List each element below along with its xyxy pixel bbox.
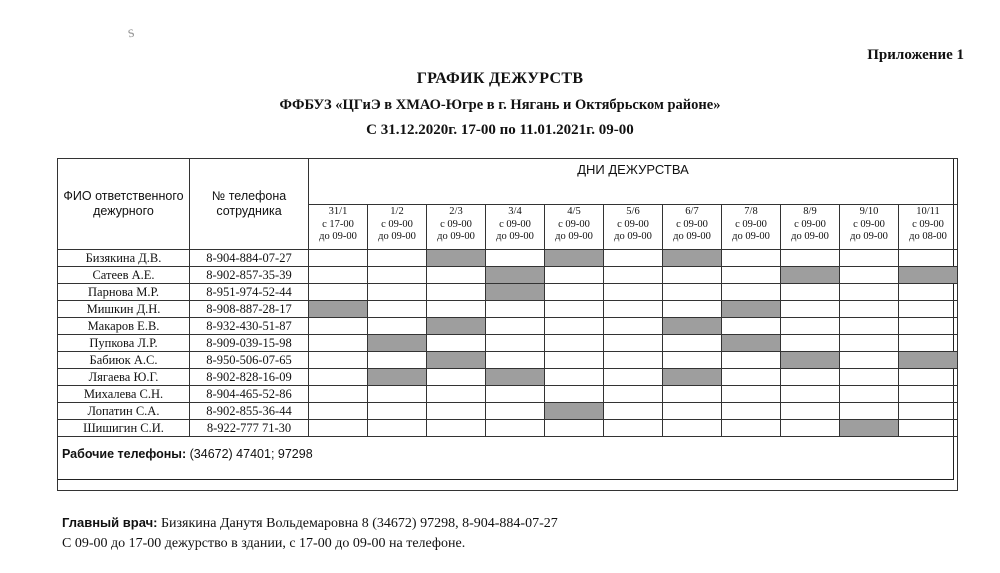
day-header-to: до 09-00 <box>378 231 416 242</box>
duty-cell <box>545 386 604 403</box>
table-row <box>58 352 958 369</box>
duty-cell <box>604 335 663 352</box>
day-header-6 <box>604 205 663 250</box>
work-phones-value: (34672) 47401; 97298 <box>189 447 313 461</box>
duty-cell-assigned <box>899 267 958 284</box>
table-row <box>58 284 958 301</box>
duty-schedule-table <box>57 158 958 491</box>
day-header-to: до 09-00 <box>850 231 888 242</box>
duty-cell <box>545 318 604 335</box>
duty-cell <box>781 420 840 437</box>
duty-cell <box>368 250 427 267</box>
day-header-from: с 09-00 <box>558 218 590 230</box>
duty-cell-assigned <box>545 250 604 267</box>
employee-phone: 8-950-506-07-65 <box>190 352 309 369</box>
duty-cell-assigned <box>722 335 781 352</box>
duty-cell <box>368 403 427 420</box>
day-header-date: 10/11 <box>916 206 940 217</box>
duty-cell <box>486 250 545 267</box>
day-header-4 <box>486 205 545 250</box>
duty-cell <box>604 352 663 369</box>
duty-cell <box>545 352 604 369</box>
duty-cell <box>427 284 486 301</box>
duty-cell-assigned <box>368 335 427 352</box>
duty-cell <box>663 352 722 369</box>
duty-cell <box>781 403 840 420</box>
duty-cell-assigned <box>663 369 722 386</box>
duty-cell <box>604 301 663 318</box>
day-header-to: до 09-00 <box>555 231 593 242</box>
duty-cell <box>781 369 840 386</box>
duty-cell <box>840 267 899 284</box>
day-header-from: с 09-00 <box>794 218 826 230</box>
duty-cell <box>899 420 958 437</box>
duty-cell <box>663 284 722 301</box>
duty-cell <box>486 352 545 369</box>
day-header-to: до 09-00 <box>614 231 652 242</box>
table-row <box>58 369 958 386</box>
column-header-fio: ФИО ответственного дежурного <box>58 159 190 250</box>
duty-cell <box>722 318 781 335</box>
chief-doctor-label: Главный врач: <box>62 515 158 530</box>
employee-phone: 8-904-884-07-27 <box>190 250 309 267</box>
duty-cell <box>899 318 958 335</box>
duty-cell <box>486 386 545 403</box>
duty-cell <box>663 267 722 284</box>
duty-cell <box>840 369 899 386</box>
employee-phone: 8-951-974-52-44 <box>190 284 309 301</box>
duty-cell-assigned <box>486 284 545 301</box>
duty-cell-assigned <box>663 318 722 335</box>
duty-cell <box>781 318 840 335</box>
duty-cell <box>899 403 958 420</box>
duty-cell <box>368 267 427 284</box>
duty-cell <box>722 250 781 267</box>
duty-cell <box>899 250 958 267</box>
day-header-from: с 09-00 <box>617 218 649 230</box>
table-row <box>58 403 958 420</box>
day-header-from: с 17-00 <box>322 218 354 230</box>
pen-mark: ѕ <box>126 23 136 42</box>
duty-cell <box>899 386 958 403</box>
day-header-date: 3/4 <box>508 206 522 217</box>
duty-cell <box>840 403 899 420</box>
duty-cell <box>545 420 604 437</box>
duty-cell <box>545 301 604 318</box>
day-header-date: 31/1 <box>328 206 348 217</box>
employee-name: Бабиюк А.С. <box>58 352 190 369</box>
day-header-from: с 09-00 <box>499 218 531 230</box>
duty-cell <box>486 301 545 318</box>
duty-cell <box>427 335 486 352</box>
duty-cell-assigned <box>309 301 368 318</box>
employee-phone: 8-909-039-15-98 <box>190 335 309 352</box>
appendix-label: Приложение 1 <box>867 47 964 63</box>
duty-cell <box>604 369 663 386</box>
day-header-date: 5/6 <box>626 206 640 217</box>
duty-cell <box>840 386 899 403</box>
employee-name: Пупкова Л.Р. <box>58 335 190 352</box>
duty-cell <box>604 284 663 301</box>
day-header-2 <box>368 205 427 250</box>
duty-note: С 09-00 до 17-00 дежурство в здании, с 17-00 до 09-00 на телефоне. <box>62 536 466 551</box>
employee-phone: 8-902-857-35-39 <box>190 267 309 284</box>
duty-cell-assigned <box>368 369 427 386</box>
duty-cell <box>309 267 368 284</box>
day-header-to: до 09-00 <box>791 231 829 242</box>
duty-cell <box>899 369 958 386</box>
work-phones <box>62 447 313 461</box>
duty-cell <box>722 369 781 386</box>
day-header-date: 8/9 <box>803 206 817 217</box>
duty-cell <box>840 335 899 352</box>
duty-cell <box>486 318 545 335</box>
duty-cell <box>545 284 604 301</box>
duty-cell <box>368 420 427 437</box>
duty-cell <box>840 352 899 369</box>
duty-cell <box>309 335 368 352</box>
day-header-date: 7/8 <box>744 206 758 217</box>
duty-cell <box>604 318 663 335</box>
duty-cell <box>840 318 899 335</box>
table-row <box>58 335 958 352</box>
duty-cell <box>663 301 722 318</box>
duty-cell <box>427 386 486 403</box>
employee-name: Шишигин С.И. <box>58 420 190 437</box>
duty-cell <box>722 386 781 403</box>
duty-cell <box>486 403 545 420</box>
day-header-8 <box>722 205 781 250</box>
chief-doctor-value: Бизякина Данутя Вольдемаровна 8 (34672) 97298, 8-904-884-07-27 <box>160 516 558 531</box>
employee-name: Лягаева Ю.Г. <box>58 369 190 386</box>
employee-name: Парнова М.Р. <box>58 284 190 301</box>
duty-cell-assigned <box>663 250 722 267</box>
day-header-date: 6/7 <box>685 206 699 217</box>
day-header-to: до 09-00 <box>319 231 357 242</box>
table-row <box>58 318 958 335</box>
duty-cell-assigned <box>427 352 486 369</box>
chief-doctor-line <box>62 515 558 532</box>
duty-period: С 31.12.2020г. 17-00 по 11.01.2021г. 09-00 <box>366 122 634 138</box>
duty-cell <box>309 420 368 437</box>
document-title: ГРАФИК ДЕЖУРСТВ <box>416 70 584 87</box>
day-header-9 <box>781 205 840 250</box>
table-row <box>58 267 958 284</box>
day-header-to: до 09-00 <box>673 231 711 242</box>
duty-cell <box>840 250 899 267</box>
employee-phone: 8-922-777 71-30 <box>190 420 309 437</box>
duty-cell <box>309 403 368 420</box>
duty-cell-assigned <box>486 267 545 284</box>
duty-cell <box>309 369 368 386</box>
phones-cell <box>58 437 958 491</box>
day-header-to: до 09-00 <box>732 231 770 242</box>
duty-cell <box>604 420 663 437</box>
column-header-phone: № телефона сотрудника <box>190 159 309 250</box>
day-header-to: до 09-00 <box>437 231 475 242</box>
work-phones-label: Рабочие телефоны: <box>62 447 187 461</box>
duty-cell <box>427 301 486 318</box>
duty-cell <box>722 352 781 369</box>
duty-cell <box>368 352 427 369</box>
day-header-date: 1/2 <box>390 206 404 217</box>
employee-name: Михалева С.Н. <box>58 386 190 403</box>
phones-row <box>58 437 958 491</box>
duty-cell <box>309 318 368 335</box>
duty-cell <box>545 335 604 352</box>
organization-name: ФФБУЗ «ЦГиЭ в ХМАО-Югре в г. Нягань и Октябрьском районе» <box>279 97 721 113</box>
duty-cell <box>604 250 663 267</box>
duty-cell <box>899 335 958 352</box>
table-row <box>58 386 958 403</box>
duty-cell <box>663 386 722 403</box>
day-header-10 <box>840 205 899 250</box>
duty-cell <box>840 301 899 318</box>
employee-name: Бизякина Д.В. <box>58 250 190 267</box>
table-row <box>58 301 958 318</box>
duty-cell-assigned <box>486 369 545 386</box>
day-header-from: с 09-00 <box>381 218 413 230</box>
day-header-7 <box>663 205 722 250</box>
duty-cell <box>486 420 545 437</box>
duty-cell <box>427 420 486 437</box>
employee-phone: 8-902-828-16-09 <box>190 369 309 386</box>
table-row <box>58 250 958 267</box>
day-header-from: с 09-00 <box>440 218 472 230</box>
duty-cell <box>604 403 663 420</box>
day-header-from: с 09-00 <box>912 218 944 230</box>
duty-cell <box>663 335 722 352</box>
duty-cell-assigned <box>781 267 840 284</box>
duty-cell <box>309 284 368 301</box>
duty-cell-assigned <box>545 403 604 420</box>
duty-cell-assigned <box>840 420 899 437</box>
employee-phone: 8-908-887-28-17 <box>190 301 309 318</box>
duty-cell <box>368 284 427 301</box>
duty-cell <box>899 284 958 301</box>
duty-cell <box>427 403 486 420</box>
duty-cell-assigned <box>722 301 781 318</box>
employee-phone: 8-904-465-52-86 <box>190 386 309 403</box>
duty-cell <box>722 420 781 437</box>
day-header-from: с 09-00 <box>735 218 767 230</box>
duty-cell <box>309 386 368 403</box>
table-row <box>58 420 958 437</box>
duty-cell <box>722 403 781 420</box>
duty-cell <box>781 335 840 352</box>
day-header-from: с 09-00 <box>853 218 885 230</box>
duty-cell <box>309 250 368 267</box>
duty-cell <box>427 369 486 386</box>
duty-cell <box>486 335 545 352</box>
duty-cell <box>722 284 781 301</box>
duty-cell <box>722 267 781 284</box>
day-header-3 <box>427 205 486 250</box>
day-header-date: 4/5 <box>567 206 581 217</box>
duty-cell <box>604 267 663 284</box>
day-header-from: с 09-00 <box>676 218 708 230</box>
duty-cell-assigned <box>427 318 486 335</box>
column-header-days: ДНИ ДЕЖУРСТВА <box>309 159 958 205</box>
duty-cell <box>368 301 427 318</box>
duty-cell <box>840 284 899 301</box>
duty-cell <box>781 250 840 267</box>
duty-cell-assigned <box>899 352 958 369</box>
day-header-date: 2/3 <box>449 206 463 217</box>
duty-cell <box>781 301 840 318</box>
duty-cell <box>545 267 604 284</box>
employee-phone: 8-902-855-36-44 <box>190 403 309 420</box>
duty-cell <box>781 386 840 403</box>
duty-cell <box>781 284 840 301</box>
duty-cell <box>604 386 663 403</box>
employee-name: Макаров Е.В. <box>58 318 190 335</box>
duty-cell <box>368 386 427 403</box>
employee-name: Мишкин Д.Н. <box>58 301 190 318</box>
duty-cell-assigned <box>427 250 486 267</box>
duty-cell <box>427 267 486 284</box>
day-header-date: 9/10 <box>859 206 879 217</box>
day-header-5 <box>545 205 604 250</box>
employee-name: Лопатин С.А. <box>58 403 190 420</box>
day-header-to: до 08-00 <box>909 231 947 242</box>
employee-name: Сатеев А.Е. <box>58 267 190 284</box>
day-header-11 <box>899 205 958 250</box>
day-header-to: до 09-00 <box>496 231 534 242</box>
duty-cell <box>663 420 722 437</box>
duty-cell <box>368 318 427 335</box>
duty-cell <box>899 301 958 318</box>
day-header-1 <box>309 205 368 250</box>
duty-cell <box>663 403 722 420</box>
employee-phone: 8-932-430-51-87 <box>190 318 309 335</box>
duty-cell <box>309 352 368 369</box>
duty-cell <box>545 369 604 386</box>
duty-cell-assigned <box>781 352 840 369</box>
